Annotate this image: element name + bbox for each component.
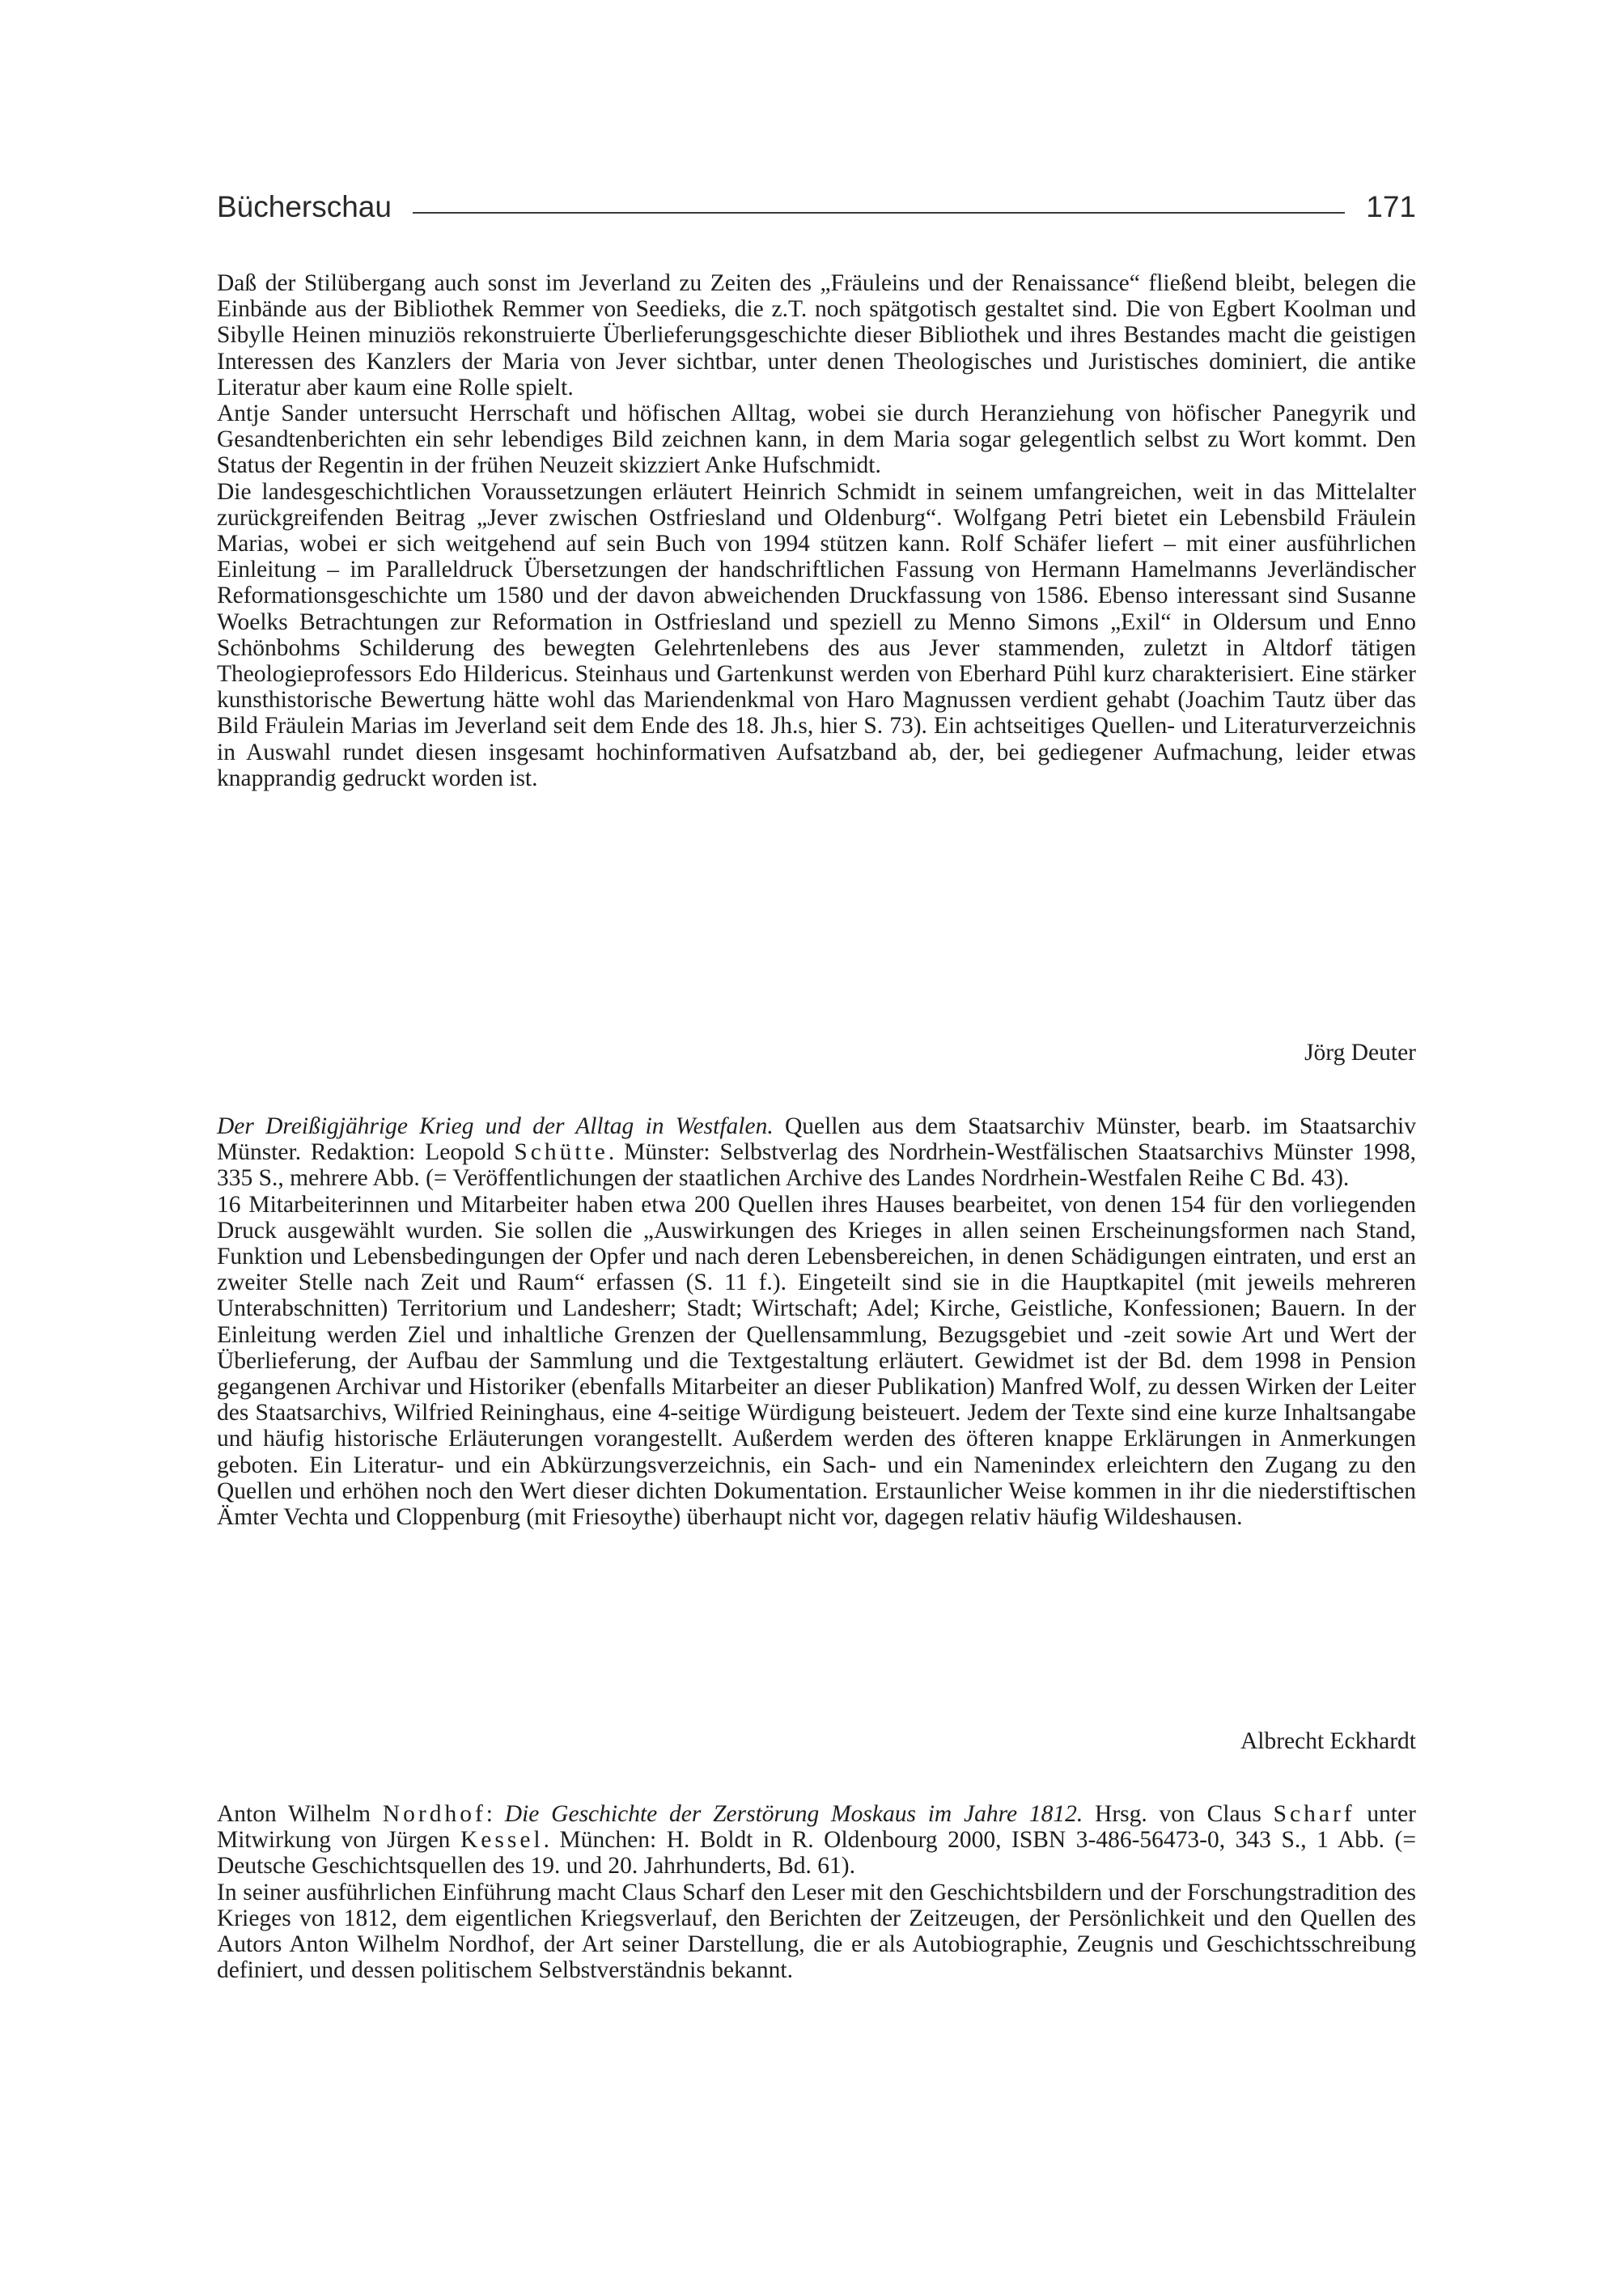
author-first-name: Anton Wilhelm <box>217 1801 383 1827</box>
running-header <box>217 176 1416 225</box>
editor-name: Schütte <box>514 1139 608 1166</box>
reviewer-signature: Jörg Deuter <box>1304 1040 1416 1066</box>
citation-text: . München: H. Boldt in R. Oldenbourg 2000, ISBN 3-486-56473-0, 343 S., 1 Abb. (= Deutsche Geschichtsquellen des 19. und 20. Jahrhunderts, Bd. 61). <box>217 1827 1417 1880</box>
book-title: Der Dreißigjährige Krieg und der Alltag in Westfalen. <box>217 1113 774 1139</box>
review-nordhof-moskau <box>217 1801 1416 1983</box>
review-dreissigjaehriger-krieg <box>217 1113 1416 1530</box>
paragraph: In seiner ausführlichen Einführung macht Claus Scharf den Leser mit den Geschichtsbildern und der Forschungstradition des Krieges von 1812, dem eigentlichen Kriegsverlauf, den Berichten der Zeitzeugen, der Persönlichkeit und den Quellen des Autors Anton Wilhelm Nordhof, der Art seiner Darstellung, die er als Autobiographie, Zeugnis und Geschichtsschreibung definiert, und dessen politischem Selbstverständnis bekannt. <box>217 1879 1416 1984</box>
section-title: Bücherschau <box>217 190 392 223</box>
paragraph: 16 Mitarbeiterinnen und Mitarbeiter haben etwa 200 Quellen ihres Hauses bearbeitet, von denen 154 für den vorliegenden Druck ausgewählt wurden. Sie sollen die „Auswirkungen des Krieges in allen seinen Erscheinungsformen nach Stand, Funktion und Lebensbedingungen der Opfer und nach deren Lebensbereichen, in denen Schädigungen eintraten, und erst an zweiter Stelle nach Zeit und Raum“ erfassen (S. 11 f.). Eingeteilt sind sie in die Hauptkapitel (mit jeweils mehreren Unterabschnitten) Territorium und Landesherr; Stadt; Wirtschaft; Adel; Kirche, Geistliche, Konfessionen; Bauern. In der Einleitung werden Ziel und inhaltliche Grenzen der Quellensammlung, Bezugsgebiet und -zeit sowie Art und Wert der Überlieferung, der Aufbau der Sammlung und die Textgestaltung erläutert. Gewidmet ist der Bd. dem 1998 in Pension gegangenen Archivar und Historiker (ebenfalls Mitarbeiter an dieser Publikation) Manfred Wolf, zu dessen Wirken der Leiter des Staatsarchivs, Wilfried Reininghaus, eine 4-seitige Würdigung beisteuert. Jedem der Texte sind eine kurze Inhaltsangabe und häufig historische Erläuterungen vorangestellt. Außerdem werden des öfteren knappe Erklärungen in Anmerkungen geboten. Ein Literatur- und ein Abkürzungsverzeichnis, ein Sach- und ein Namenindex erleichtern den Zugang zu den Quellen und erhöhen noch den Wert dieser dichten Dokumentation. Erstaunlicher Weise kommen in ihr die niederstiftischen Ämter Vechta und Cloppenburg (mit Friesoythe) überhaupt nicht vor, dagegen relativ häufig Wildeshausen. <box>217 1191 1416 1531</box>
citation-text: Hrsg. von Claus <box>1083 1801 1274 1827</box>
book-review-page <box>217 0 1416 2293</box>
author-last-name: Nordhof <box>382 1801 486 1827</box>
reviewer-signature: Albrecht Eckhardt <box>1240 1728 1416 1754</box>
editor-name: Kessel <box>460 1827 544 1854</box>
page-number: 171 <box>1366 190 1416 223</box>
bibliographic-entry <box>217 1113 1416 1192</box>
citation-text: unter Mitwirkung von Jürgen <box>217 1801 1416 1854</box>
paragraph: Die landesgeschichtlichen Voraussetzungen erläutert Heinrich Schmidt in seinem umfangreichen, weit in das Mittelalter zurückgreifenden Beitrag „Jever zwischen Ostfriesland und Oldenburg“. Wolfgang Petri bietet ein Lebensbild Fräulein Marias, wobei er sich weitgehend auf sein Buch von 1994 stützen kann. Rolf Schäfer liefert – mit einer ausführlichen Einleitung – im Paralleldruck Übersetzungen der handschriftlichen Fassung von Hermann Hamelmanns Jeverländischer Reformationsgeschichte um 1580 und der davon abweichenden Druckfassung von 1586. Ebenso interessant sind Susanne Woelks Betrachtungen zur Reformation in Ostfriesland und speziell zu Menno Simons „Exil“ in Oldersum und Enno Schönbohms Schilderung des bewegten Gelehrtenlebens des aus Jever stammenden, zuletzt in Altdorf tätigen Theologieprofessors Edo Hildericus. Steinhaus und Gartenkunst werden von Eberhard Pühl kurz charakterisiert. Eine stärker kunsthistorische Bewertung hätte wohl das Mariendenkmal von Haro Magnussen verdient gehabt (Joachim Tautz über das Bild Fräulein Marias im Jeverland seit dem Ende des 18. Jh.s, hier S. 73). Ein achtseitiges Quellen- und Literaturverzeichnis in Auswahl rundet diesen insgesamt hochinformativen Aufsatzband ab, der, bei gediegener Aufmachung, leider etwas knapprandig gedruckt worden ist. <box>217 478 1416 791</box>
citation-text: : <box>486 1801 505 1827</box>
review-continuation <box>217 270 1416 791</box>
paragraph: Daß der Stilübergang auch sonst im Jeverland zu Zeiten des „Fräuleins und der Renaissance“ fließend bleibt, belegen die Einbände aus der Bibliothek Remmer von Seedieks, die z.T. noch spätgotisch gestaltet sind. Die von Egbert Koolman und Sibylle Heinen minuziös rekonstruierte Überlieferungsgeschichte dieser Bibliothek und ihres Bestandes macht die geistigen Interessen des Kanzlers der Maria von Jever sichtbar, unter denen Theologisches und Juristisches dominiert, die antike Literatur aber kaum eine Rolle spielt. <box>217 270 1416 401</box>
citation-text: . Münster: Selbstverlag des Nordrhein-Westfälischen Staatsarchivs Münster 1998, 335 S., mehrere Abb. (= Veröffentlichungen der staatlichen Archive des Landes Nordrhein-Westfalen Reihe C Bd. 43). <box>217 1139 1416 1192</box>
paragraph: Antje Sander untersucht Herrschaft und höfischen Alltag, wobei sie durch Heranziehung von höfischer Panegyrik und Gesandtenberichten ein sehr lebendiges Bild zeichnen kann, in dem Maria sogar gelegentlich selbst zu Wort kommt. Den Status der Regentin in der frühen Neuzeit skizziert Anke Hufschmidt. <box>217 401 1416 479</box>
editor-name: Scharf <box>1273 1801 1355 1827</box>
citation-text: Quellen aus dem Staatsarchiv Münster, bearb. im Staatsarchiv Münster. Redaktion: Leopold <box>217 1113 1416 1166</box>
header-rule <box>413 212 1345 214</box>
book-title: Die Geschichte der Zerstörung Moskaus im Jahre 1812. <box>504 1801 1083 1827</box>
bibliographic-entry <box>217 1801 1416 1880</box>
